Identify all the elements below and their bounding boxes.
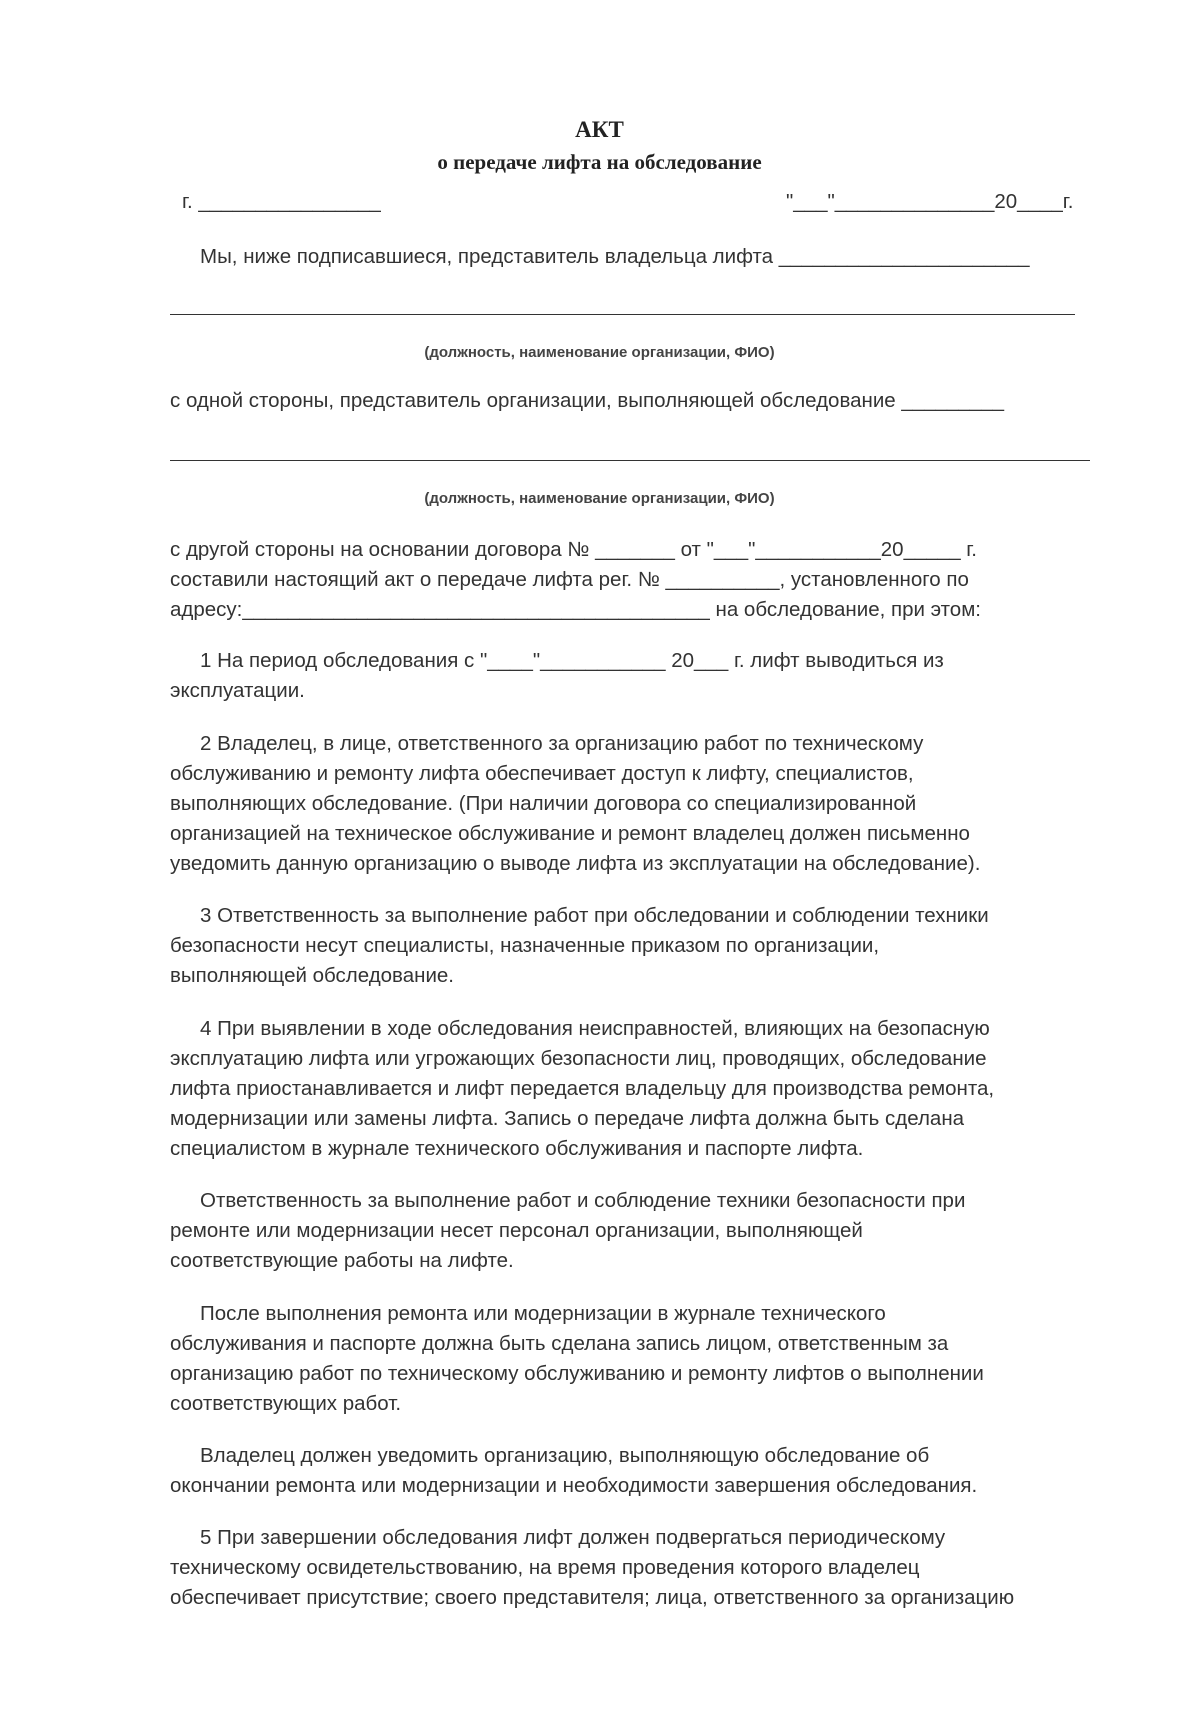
paragraph-7-line-1: Владелец должен уведомить организацию, выполняющую обследование об xyxy=(200,1444,930,1467)
owner-representative-line: Мы, ниже подписавшиеся, представитель владельца лифта ______________________ xyxy=(200,245,1030,268)
inspector-representative-line: с одной стороны, представитель организации, выполняющей обследование _________ xyxy=(170,389,1005,412)
paragraph-5-line-3: соответствующие работы на лифте. xyxy=(170,1249,514,1272)
paragraph-2-line-2: обслуживанию и ремонту лифта обеспечивает доступ к лифту, специалистов, xyxy=(170,762,914,785)
paragraph-5-line-1: Ответственность за выполнение работ и соблюдение техники безопасности при xyxy=(200,1189,966,1212)
paragraph-2-line-5: уведомить данную организацию о выводе лифта из эксплуатации на обследование). xyxy=(170,852,981,875)
paragraph-4-line-4: модернизации или замены лифта. Запись о передаче лифта должна быть сделана xyxy=(170,1107,965,1130)
paragraph-8-line-1: 5 При завершении обследования лифт должен подвергаться периодическому xyxy=(200,1526,946,1549)
paragraph-4-line-5: специалистом в журнале технического обслуживания и паспорте лифта. xyxy=(170,1137,864,1160)
owner-caption: (должность, наименование организации, ФИО) xyxy=(424,344,775,361)
contract-line-2: составили настоящий акт о передаче лифта рег. № __________, установленного по xyxy=(170,568,969,591)
paragraph-3-line-2: безопасности несут специалисты, назначенные приказом по организации, xyxy=(170,934,880,957)
contract-line-3: адресу:_________________________________________ на обследование, при этом: xyxy=(170,598,981,621)
paragraph-6-line-1: После выполнения ремонта или модернизации в журнале технического xyxy=(200,1302,886,1325)
paragraph-7-line-2: окончании ремонта или модернизации и необходимости завершения обследования. xyxy=(170,1474,978,1497)
inspector-caption: (должность, наименование организации, ФИО) xyxy=(424,490,775,507)
paragraph-4-line-3: лифта приостанавливается и лифт передается владельцу для производства ремонта, xyxy=(170,1077,995,1100)
document-title: АКТ xyxy=(575,117,624,142)
paragraph-5-line-2: ремонте или модернизации несет персонал организации, выполняющей xyxy=(170,1219,863,1242)
paragraph-6-line-3: организацию работ по техническому обслуживанию и ремонту лифтов о выполнении xyxy=(170,1362,984,1385)
paragraph-2-line-1: 2 Владелец, в лице, ответственного за организацию работ по техническому xyxy=(200,732,924,755)
paragraph-3-line-1: 3 Ответственность за выполнение работ при обследовании и соблюдении техники xyxy=(200,904,989,927)
paragraph-4-line-1: 4 При выявлении в ходе обследования неисправностей, влияющих на безопасную xyxy=(200,1017,990,1040)
owner-blank-line xyxy=(170,314,1075,315)
paragraph-4-line-2: эксплуатацию лифта или угрожающих безопасности лиц, проводящих, обследование xyxy=(170,1047,987,1070)
date-field: "___"______________20____г. xyxy=(786,190,1074,213)
paragraph-8-line-2: техническому освидетельствованию, на время проведения которого владелец xyxy=(170,1556,920,1579)
paragraph-6-line-4: соответствующих работ. xyxy=(170,1392,402,1415)
paragraph-1-line-1: 1 На период обследования с "____"___________ 20___ г. лифт выводиться из xyxy=(200,649,944,672)
paragraph-6-line-2: обслуживания и паспорте должна быть сделана запись лицом, ответственным за xyxy=(170,1332,949,1355)
document-subtitle: о передаче лифта на обследование xyxy=(437,150,762,174)
paragraph-2-line-3: выполняющих обследование. (При наличии договора со специализированной xyxy=(170,792,917,815)
contract-line-1: с другой стороны на основании договора № _______ от "___"___________20_____ г. xyxy=(170,538,977,561)
paragraph-2-line-4: организацией на техническое обслуживание и ремонт владелец должен письменно xyxy=(170,822,970,845)
paragraph-8-line-3: обеспечивает присутствие; своего представителя; лица, ответственного за организацию xyxy=(170,1586,1015,1609)
city-field: г. ________________ xyxy=(182,190,381,213)
inspector-blank-line xyxy=(170,460,1090,461)
paragraph-1-line-2: эксплуатации. xyxy=(170,679,305,702)
paragraph-3-line-3: выполняющей обследование. xyxy=(170,964,454,987)
